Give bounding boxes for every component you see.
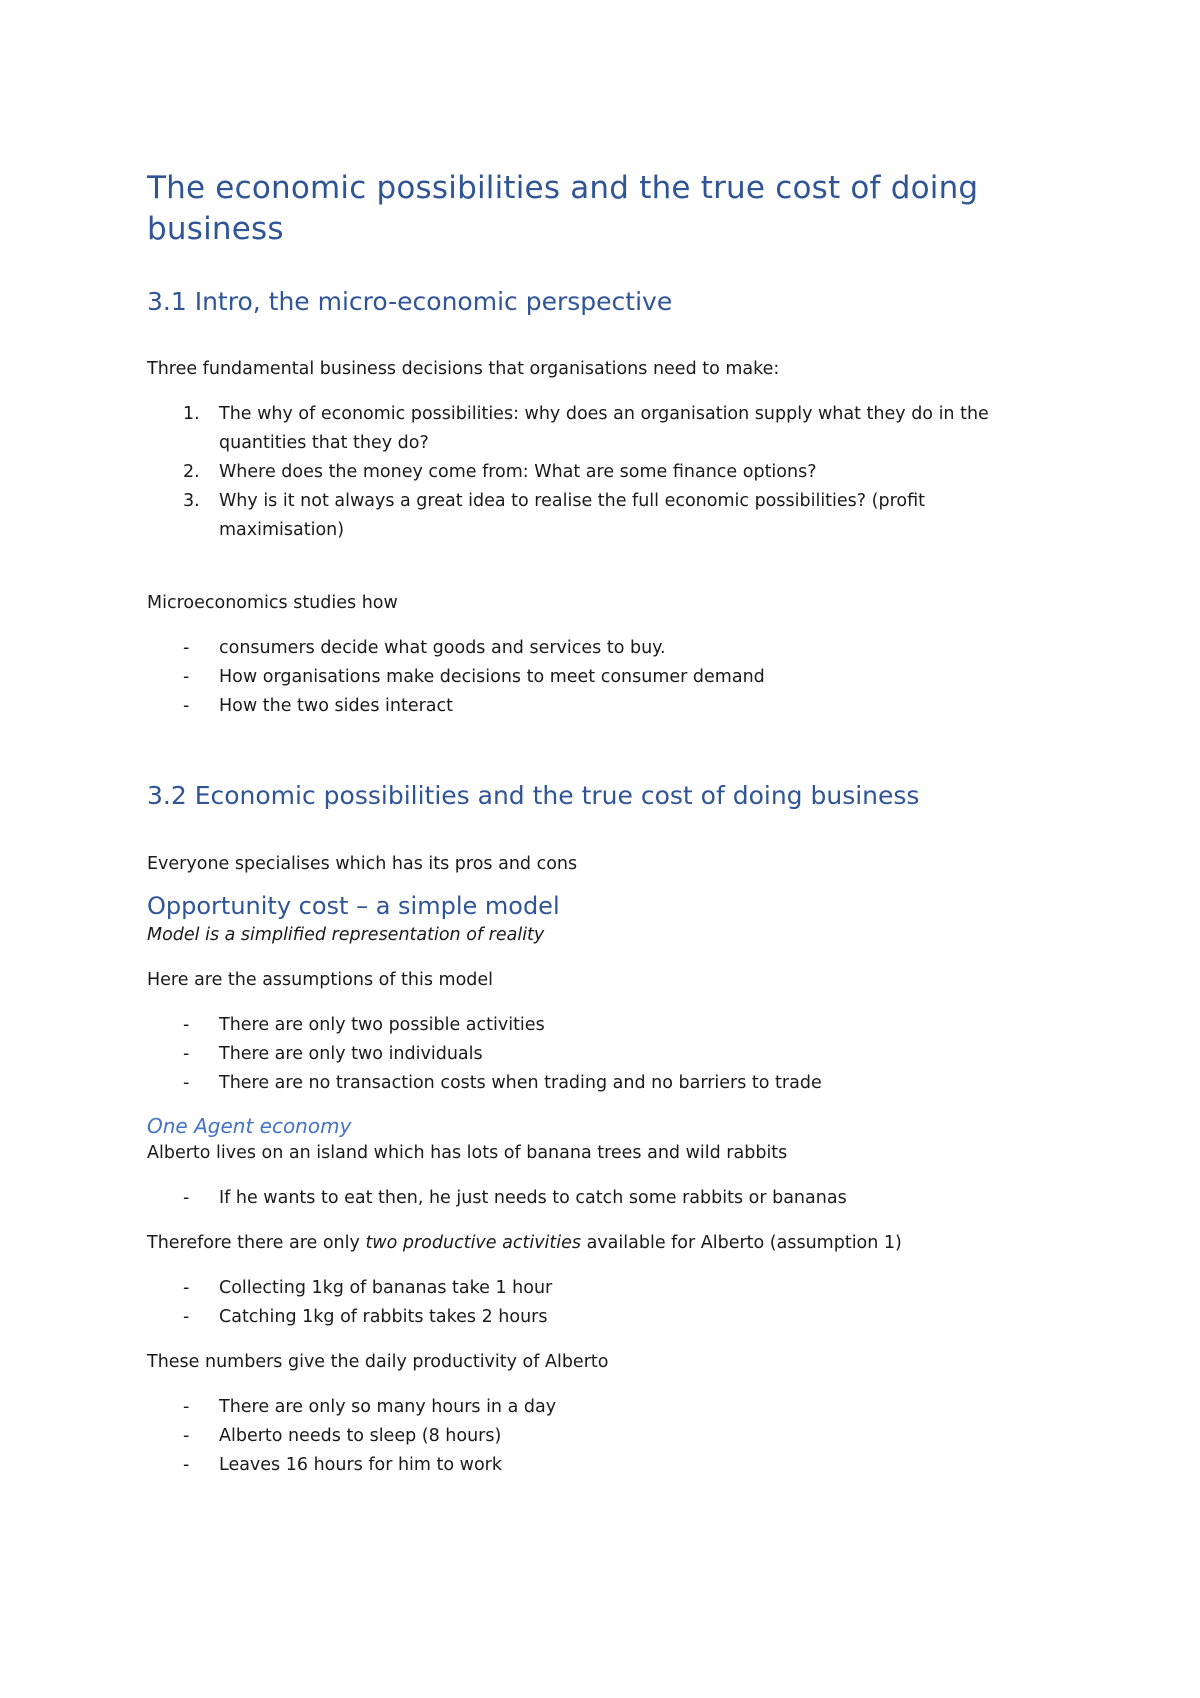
productivity-intro: These numbers give the daily productivity of Alberto bbox=[147, 1352, 609, 1372]
dash-bullet: - bbox=[183, 1426, 190, 1446]
list-item bbox=[147, 400, 1047, 458]
list-item-text: There are only two possible activities bbox=[219, 1015, 545, 1035]
list-item-text: Where does the money come from: What are some finance options? bbox=[219, 462, 817, 482]
one-agent-heading: One Agent economy bbox=[147, 1114, 352, 1138]
list-item bbox=[147, 1069, 1047, 1098]
list-item bbox=[147, 1274, 1047, 1303]
list-item bbox=[147, 1303, 1047, 1332]
list-item bbox=[147, 1422, 1047, 1451]
list-item bbox=[147, 1451, 1047, 1480]
productivity-list bbox=[147, 1393, 1047, 1480]
list-item-text: consumers decide what goods and services to buy. bbox=[219, 638, 666, 658]
dash-bullet: - bbox=[183, 696, 190, 716]
list-item-text: Catching 1kg of rabbits takes 2 hours bbox=[219, 1307, 548, 1327]
document-body bbox=[147, 168, 1047, 1480]
list-item bbox=[147, 663, 1047, 692]
list-item-text: How the two sides interact bbox=[219, 696, 453, 716]
section-heading-3-1: 3.1 Intro, the micro-economic perspective bbox=[147, 287, 673, 316]
list-item-text: There are only so many hours in a day bbox=[219, 1397, 557, 1417]
list-item-text: There are no transaction costs when trading and no barriers to trade bbox=[219, 1073, 822, 1093]
list-item bbox=[147, 1393, 1047, 1422]
list-number: 3. bbox=[183, 491, 200, 511]
decisions-intro: Three fundamental business decisions that organisations need to make: bbox=[147, 359, 780, 379]
alberto-intro: Alberto lives on an island which has lots of banana trees and wild rabbits bbox=[147, 1143, 788, 1163]
therefore-text bbox=[147, 1229, 1047, 1258]
alberto-list bbox=[147, 1184, 1047, 1213]
dash-bullet: - bbox=[183, 1455, 190, 1475]
therefore-prefix: Therefore there are only bbox=[147, 1233, 366, 1253]
list-item bbox=[147, 692, 1047, 721]
dash-bullet: - bbox=[183, 1307, 190, 1327]
model-definition: Model is a simplified representation of reality bbox=[147, 925, 545, 945]
assumptions-list bbox=[147, 1011, 1047, 1098]
list-item-text: Leaves 16 hours for him to work bbox=[219, 1455, 502, 1475]
decisions-list bbox=[147, 400, 1047, 545]
list-item-text: Alberto needs to sleep (8 hours) bbox=[219, 1426, 502, 1446]
specialise-text: Everyone specialises which has its pros and cons bbox=[147, 854, 578, 874]
list-item-text: How organisations make decisions to meet consumer demand bbox=[219, 667, 765, 687]
dash-bullet: - bbox=[183, 1188, 190, 1208]
list-item bbox=[147, 1011, 1047, 1040]
list-number: 1. bbox=[183, 404, 200, 424]
opportunity-cost-heading: Opportunity cost – a simple model bbox=[147, 892, 560, 920]
dash-bullet: - bbox=[183, 1073, 190, 1093]
list-item bbox=[147, 458, 1047, 487]
assumptions-intro: Here are the assumptions of this model bbox=[147, 970, 494, 990]
micro-intro: Microeconomics studies how bbox=[147, 593, 398, 613]
document-title: The economic possibilities and the true cost of doing business bbox=[147, 170, 979, 247]
list-item-text: The why of economic possibilities: why does an organisation supply what they do in the quantities that they do? bbox=[219, 404, 989, 453]
therefore-suffix: available for Alberto (assumption 1) bbox=[581, 1233, 902, 1253]
list-item-text: Why is it not always a great idea to realise the full economic possibilities? (profit maximisation) bbox=[219, 491, 925, 540]
list-item-text: Collecting 1kg of bananas take 1 hour bbox=[219, 1278, 553, 1298]
list-item bbox=[147, 1040, 1047, 1069]
therefore-emphasis: two productive activities bbox=[365, 1233, 582, 1253]
list-item-text: There are only two individuals bbox=[219, 1044, 483, 1064]
list-item-text: If he wants to eat then, he just needs to catch some rabbits or bananas bbox=[219, 1188, 847, 1208]
dash-bullet: - bbox=[183, 638, 190, 658]
section-heading-3-2: 3.2 Economic possibilities and the true cost of doing business bbox=[147, 781, 920, 810]
dash-bullet: - bbox=[183, 1015, 190, 1035]
micro-list bbox=[147, 634, 1047, 721]
dash-bullet: - bbox=[183, 1278, 190, 1298]
dash-bullet: - bbox=[183, 1397, 190, 1417]
activities-list bbox=[147, 1274, 1047, 1332]
list-item bbox=[147, 634, 1047, 663]
list-item bbox=[147, 1184, 1047, 1213]
dash-bullet: - bbox=[183, 667, 190, 687]
list-item bbox=[147, 487, 1047, 545]
dash-bullet: - bbox=[183, 1044, 190, 1064]
list-number: 2. bbox=[183, 462, 200, 482]
